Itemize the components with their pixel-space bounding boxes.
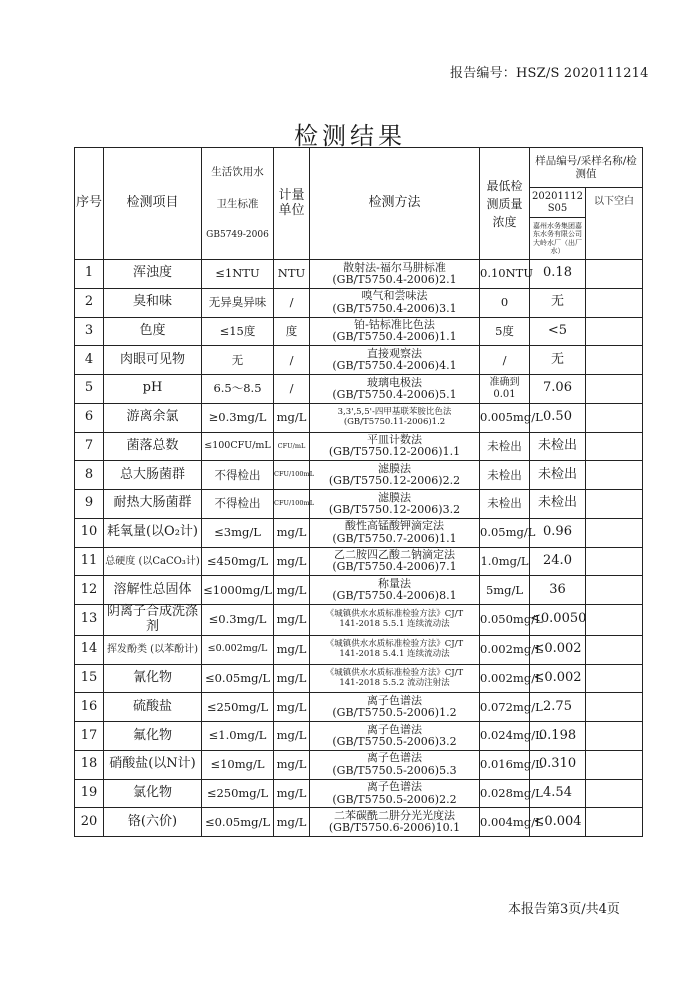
row-number: 3 bbox=[75, 317, 104, 346]
table-row bbox=[75, 461, 643, 490]
row-standard: 6.5～8.5 bbox=[202, 375, 274, 404]
row-standard: ≤0.05mg/L bbox=[202, 664, 274, 693]
row-item: 总大肠菌群 bbox=[104, 461, 202, 490]
row-standard: ≤1.0mg/L bbox=[202, 722, 274, 751]
row-number: 1 bbox=[75, 260, 104, 289]
header-standard-line1: 生活饮用水 bbox=[211, 166, 264, 178]
row-standard: ≤450mg/L bbox=[202, 547, 274, 576]
table-row bbox=[75, 750, 643, 779]
row-unit: mg/L bbox=[274, 750, 310, 779]
row-unit: / bbox=[274, 288, 310, 317]
row-item: 耗氧量(以O₂计) bbox=[104, 518, 202, 547]
row-blank bbox=[586, 432, 643, 461]
row-blank bbox=[586, 375, 643, 404]
row-item: 挥发酚类 (以苯酚计) bbox=[104, 635, 202, 664]
table-row bbox=[75, 693, 643, 722]
row-method-line2: (GB/T5750.4-2006)5.1 bbox=[332, 387, 457, 401]
row-method-line1: 嗅气和尝味法 bbox=[361, 289, 428, 303]
header-unit-line2: 单位 bbox=[278, 202, 305, 218]
row-value: <0.002 bbox=[530, 664, 586, 693]
table-row bbox=[75, 403, 643, 432]
row-standard: ≤3mg/L bbox=[202, 518, 274, 547]
row-item: 硝酸盐(以N计) bbox=[104, 750, 202, 779]
row-min-concentration: 5mg/L bbox=[480, 576, 530, 605]
table-row bbox=[75, 375, 643, 404]
row-method bbox=[310, 317, 480, 346]
row-standard: ≤100CFU/mL bbox=[202, 432, 274, 461]
row-value: 24.0 bbox=[530, 547, 586, 576]
row-standard: 无异臭异味 bbox=[202, 288, 274, 317]
header-method: 检测方法 bbox=[310, 148, 480, 260]
row-value: 0.198 bbox=[530, 722, 586, 751]
row-blank bbox=[586, 403, 643, 432]
header-no: 序号 bbox=[75, 148, 104, 260]
row-item: 铬(六价) bbox=[104, 808, 202, 837]
row-number: 4 bbox=[75, 346, 104, 375]
row-min-concentration: 0.024mg/L bbox=[480, 722, 530, 751]
row-number: 6 bbox=[75, 403, 104, 432]
row-item: 浑浊度 bbox=[104, 260, 202, 289]
row-method-line1: 离子色谱法 bbox=[367, 780, 422, 794]
row-method-line1: 称量法 bbox=[378, 576, 411, 590]
row-method bbox=[310, 288, 480, 317]
header-sample-id: 20201112 S05 bbox=[530, 188, 586, 218]
header-unit bbox=[274, 148, 310, 260]
page-number: 本报告第3页/共4页 bbox=[508, 902, 620, 917]
row-min-concentration: 0.10NTU bbox=[480, 260, 530, 289]
row-number: 16 bbox=[75, 693, 104, 722]
table-row bbox=[75, 547, 643, 576]
row-method bbox=[310, 722, 480, 751]
row-blank bbox=[586, 750, 643, 779]
row-method bbox=[310, 260, 480, 289]
table-row bbox=[75, 346, 643, 375]
row-unit: / bbox=[274, 375, 310, 404]
row-unit: 度 bbox=[274, 317, 310, 346]
row-item: 氟化物 bbox=[104, 722, 202, 751]
row-method bbox=[310, 750, 480, 779]
row-unit: CFU/100mL bbox=[274, 490, 310, 519]
row-item: 耐热大肠菌群 bbox=[104, 490, 202, 519]
row-blank bbox=[586, 605, 643, 636]
row-min-concentration: 0.050mg/L bbox=[480, 605, 530, 636]
row-blank bbox=[586, 490, 643, 519]
row-method-line1: 《城镇供水水质标准检验方法》CJ/T bbox=[325, 609, 464, 620]
page-title: 检测结果 bbox=[294, 122, 406, 150]
header-standard bbox=[202, 148, 274, 260]
row-standard: ≤0.002mg/L bbox=[202, 635, 274, 664]
row-value: 未检出 bbox=[530, 432, 586, 461]
row-standard: ≤0.3mg/L bbox=[202, 605, 274, 636]
row-method-line1: 直接观察法 bbox=[367, 346, 422, 360]
row-unit: mg/L bbox=[274, 605, 310, 636]
row-min-concentration: 准确到 0.01 bbox=[480, 375, 530, 404]
row-blank bbox=[586, 808, 643, 837]
header-standard-code: GB5749-2006 bbox=[206, 229, 269, 240]
row-method-line2: (GB/T5750.4-2006)4.1 bbox=[332, 359, 457, 373]
row-method-line1: 乙二胺四乙酸二钠滴定法 bbox=[334, 548, 455, 562]
row-method-line2: (GB/T5750.5-2006)1.2 bbox=[332, 706, 457, 720]
row-min-concentration: / bbox=[480, 346, 530, 375]
results-table bbox=[74, 147, 643, 837]
row-number: 7 bbox=[75, 432, 104, 461]
row-value: 0.310 bbox=[530, 750, 586, 779]
table-row bbox=[75, 576, 643, 605]
row-item: 阴离子合成洗涤剂 bbox=[104, 605, 202, 636]
row-method-line1: 平皿计数法 bbox=[367, 433, 422, 447]
header-min-line2: 测质量 bbox=[486, 196, 523, 211]
table-row bbox=[75, 808, 643, 837]
row-standard: 不得检出 bbox=[202, 461, 274, 490]
row-method-line1: 《城镇供水水质标准检验方法》CJ/T bbox=[325, 639, 464, 650]
row-min-concentration: 未检出 bbox=[480, 432, 530, 461]
row-value: 0.50 bbox=[530, 403, 586, 432]
header-standard-line2: 卫生标准 bbox=[216, 197, 259, 210]
row-number: 14 bbox=[75, 635, 104, 664]
row-blank bbox=[586, 635, 643, 664]
row-value: 7.06 bbox=[530, 375, 586, 404]
row-method-line2: (GB/T5750.5-2006)5.3 bbox=[332, 763, 457, 777]
row-item: 总硬度 (以CaCO₃计) bbox=[104, 547, 202, 576]
row-method-line2: 141-2018 5.5.1 连续流动法 bbox=[339, 618, 450, 629]
row-method-line2: (GB/T5750.7-2006)1.1 bbox=[332, 531, 457, 545]
row-unit: CFU/100mL bbox=[274, 461, 310, 490]
table-row bbox=[75, 779, 643, 808]
row-min-concentration: 0.004mg/L bbox=[480, 808, 530, 837]
header-min-line1: 最低检 bbox=[486, 178, 523, 193]
row-number: 18 bbox=[75, 750, 104, 779]
table-row bbox=[75, 317, 643, 346]
row-method bbox=[310, 346, 480, 375]
row-number: 5 bbox=[75, 375, 104, 404]
table-row bbox=[75, 260, 643, 289]
row-value: 0.18 bbox=[530, 260, 586, 289]
header-min bbox=[480, 148, 530, 260]
row-standard: 不得检出 bbox=[202, 490, 274, 519]
header-sample-blank: 以下空白 bbox=[586, 188, 643, 260]
row-method-line2: (GB/T5750.4-2006)1.1 bbox=[332, 330, 457, 344]
table-row bbox=[75, 490, 643, 519]
row-method bbox=[310, 808, 480, 837]
row-item: 菌落总数 bbox=[104, 432, 202, 461]
row-blank bbox=[586, 518, 643, 547]
row-method-line2: (GB/T5750.4-2006)8.1 bbox=[332, 589, 457, 603]
row-blank bbox=[586, 260, 643, 289]
row-standard: 无 bbox=[202, 346, 274, 375]
row-method-line2: (GB/T5750.4-2006)7.1 bbox=[332, 560, 457, 574]
row-number: 10 bbox=[75, 518, 104, 547]
row-method bbox=[310, 693, 480, 722]
row-blank bbox=[586, 693, 643, 722]
row-standard: ≤1000mg/L bbox=[202, 576, 274, 605]
row-method-line2: (GB/T5750.6-2006)10.1 bbox=[328, 821, 461, 835]
row-method bbox=[310, 461, 480, 490]
row-min-concentration: 0.002mg/L bbox=[480, 635, 530, 664]
row-method-line2: (GB/T5750.5-2006)2.2 bbox=[332, 792, 457, 806]
row-method-line1: 散射法-福尔马肼标准 bbox=[343, 260, 446, 274]
header-unit-line1: 计量 bbox=[278, 187, 305, 203]
row-blank bbox=[586, 461, 643, 490]
row-unit: CFU/mL bbox=[274, 432, 310, 461]
row-method-line1: 滤膜法 bbox=[378, 461, 411, 475]
row-method bbox=[310, 375, 480, 404]
row-unit: mg/L bbox=[274, 576, 310, 605]
row-method-line2: (GB/T5750.12-2006)1.1 bbox=[328, 445, 461, 459]
row-unit: mg/L bbox=[274, 403, 310, 432]
row-method bbox=[310, 518, 480, 547]
row-item: 色度 bbox=[104, 317, 202, 346]
row-method bbox=[310, 576, 480, 605]
row-min-concentration: 未检出 bbox=[480, 490, 530, 519]
row-standard: ≥0.3mg/L bbox=[202, 403, 274, 432]
table-row bbox=[75, 635, 643, 664]
row-method bbox=[310, 664, 480, 693]
row-standard: ≤10mg/L bbox=[202, 750, 274, 779]
row-method-line1: 离子色谱法 bbox=[367, 751, 422, 765]
row-min-concentration: 5度 bbox=[480, 317, 530, 346]
header-min-line3: 浓度 bbox=[492, 214, 517, 229]
row-min-concentration: 0.016mg/L bbox=[480, 750, 530, 779]
row-method bbox=[310, 490, 480, 519]
row-min-concentration: 1.0mg/L bbox=[480, 547, 530, 576]
row-number: 13 bbox=[75, 605, 104, 636]
row-item: 肉眼可见物 bbox=[104, 346, 202, 375]
table-row bbox=[75, 722, 643, 751]
row-value: 36 bbox=[530, 576, 586, 605]
header-sample-location: 嘉州水务集团嘉东水务有限公司大岭水厂（出厂水） bbox=[530, 218, 586, 260]
row-blank bbox=[586, 722, 643, 751]
row-item: 氰化物 bbox=[104, 664, 202, 693]
header-sample-group: 样品编号/采样名称/检测值 bbox=[530, 148, 643, 188]
row-unit: mg/L bbox=[274, 808, 310, 837]
row-method-line2: (GB/T5750.12-2006)2.2 bbox=[328, 474, 461, 488]
row-min-concentration: 0.005mg/L bbox=[480, 403, 530, 432]
row-item: 臭和味 bbox=[104, 288, 202, 317]
row-blank bbox=[586, 664, 643, 693]
row-method-line1: 滤膜法 bbox=[378, 490, 411, 504]
row-blank bbox=[586, 288, 643, 317]
row-method bbox=[310, 635, 480, 664]
row-method-line1: 铂-钴标准比色法 bbox=[354, 318, 435, 332]
row-number: 11 bbox=[75, 547, 104, 576]
report-number: 报告编号：HSZ/S 2020111214 bbox=[450, 66, 649, 81]
row-value: <0.0050 bbox=[530, 605, 586, 636]
row-method-line1: 二苯碳酰二肼分光光度法 bbox=[334, 808, 455, 822]
row-method-line2: (GB/T5750.4-2006)3.1 bbox=[332, 301, 457, 315]
row-method-line2: (GB/T5750.5-2006)3.2 bbox=[332, 735, 457, 748]
row-unit: mg/L bbox=[274, 693, 310, 722]
row-unit: mg/L bbox=[274, 635, 310, 664]
row-min-concentration: 0.072mg/L bbox=[480, 693, 530, 722]
row-standard: ≤15度 bbox=[202, 317, 274, 346]
table-row bbox=[75, 288, 643, 317]
row-method-line1: 离子色谱法 bbox=[367, 693, 422, 707]
row-method bbox=[310, 432, 480, 461]
row-method-line2: 141-2018 5.5.2 流动注射法 bbox=[339, 677, 450, 688]
row-value: 未检出 bbox=[530, 490, 586, 519]
row-blank bbox=[586, 547, 643, 576]
row-method-line1: 3,3',5,5'-四甲基联苯胺比色法 bbox=[337, 407, 452, 418]
table-row bbox=[75, 432, 643, 461]
table-row bbox=[75, 664, 643, 693]
row-min-concentration: 0.05mg/L bbox=[480, 518, 530, 547]
row-unit: mg/L bbox=[274, 722, 310, 751]
row-unit: mg/L bbox=[274, 547, 310, 576]
row-value: 未检出 bbox=[530, 461, 586, 490]
row-method-line1: 酸性高锰酸钾滴定法 bbox=[345, 519, 444, 533]
row-method-line1: 《城镇供水水质标准检验方法》CJ/T bbox=[325, 667, 464, 678]
row-method-line2: (GB/T5750.12-2006)3.2 bbox=[328, 502, 461, 516]
row-value: 无 bbox=[530, 346, 586, 375]
row-value: <5 bbox=[530, 317, 586, 346]
row-number: 20 bbox=[75, 808, 104, 837]
row-method bbox=[310, 403, 480, 432]
row-method-line2: (GB/T5750.11-2006)1.2 bbox=[343, 416, 446, 427]
row-method bbox=[310, 779, 480, 808]
row-blank bbox=[586, 317, 643, 346]
row-item: pH bbox=[104, 375, 202, 404]
row-item: 溶解性总固体 bbox=[104, 576, 202, 605]
row-unit: mg/L bbox=[274, 664, 310, 693]
row-item: 硫酸盐 bbox=[104, 693, 202, 722]
row-value: 无 bbox=[530, 288, 586, 317]
row-min-concentration: 未检出 bbox=[480, 461, 530, 490]
row-standard: ≤250mg/L bbox=[202, 779, 274, 808]
row-item: 游离余氯 bbox=[104, 403, 202, 432]
row-method-line1: 离子色谱法 bbox=[367, 722, 422, 736]
row-standard: ≤250mg/L bbox=[202, 693, 274, 722]
row-blank bbox=[586, 346, 643, 375]
row-method bbox=[310, 547, 480, 576]
row-method-line2: (GB/T5750.4-2006)2.1 bbox=[332, 272, 457, 286]
row-value: <0.002 bbox=[530, 635, 586, 664]
row-min-concentration: 0.002mg/L bbox=[480, 664, 530, 693]
table-row bbox=[75, 605, 643, 636]
row-standard: ≤0.05mg/L bbox=[202, 808, 274, 837]
row-blank bbox=[586, 779, 643, 808]
row-min-concentration: 0 bbox=[480, 288, 530, 317]
row-number: 8 bbox=[75, 461, 104, 490]
row-unit: mg/L bbox=[274, 779, 310, 808]
row-standard: ≤1NTU bbox=[202, 260, 274, 289]
row-unit: NTU bbox=[274, 260, 310, 289]
row-number: 19 bbox=[75, 779, 104, 808]
row-value: <0.004 bbox=[530, 808, 586, 837]
row-unit: / bbox=[274, 346, 310, 375]
row-number: 15 bbox=[75, 664, 104, 693]
row-value: 2.75 bbox=[530, 693, 586, 722]
row-number: 12 bbox=[75, 576, 104, 605]
header-item: 检测项目 bbox=[104, 148, 202, 260]
row-value: 0.96 bbox=[530, 518, 586, 547]
row-value: 4.54 bbox=[530, 779, 586, 808]
table-row bbox=[75, 518, 643, 547]
row-unit: mg/L bbox=[274, 518, 310, 547]
row-number: 2 bbox=[75, 288, 104, 317]
row-item: 氯化物 bbox=[104, 779, 202, 808]
row-method-line1: 玻璃电极法 bbox=[367, 375, 422, 389]
row-number: 17 bbox=[75, 722, 104, 751]
row-method bbox=[310, 605, 480, 636]
row-min-concentration: 0.028mg/L bbox=[480, 779, 530, 808]
row-method-line2: 141-2018 5.4.1 连续流动法 bbox=[339, 648, 450, 659]
row-number: 9 bbox=[75, 490, 104, 519]
row-blank bbox=[586, 576, 643, 605]
